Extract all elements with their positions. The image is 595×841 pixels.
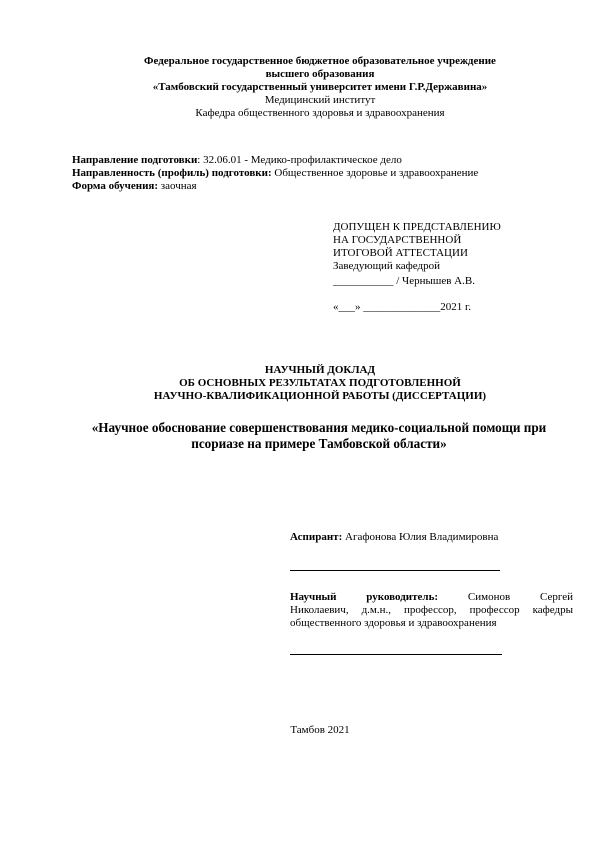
title-line-2: ОБ ОСНОВНЫХ РЕЗУЛЬТАТАХ ПОДГОТОВЛЕННОЙ xyxy=(179,377,461,389)
title-line-1: НАУЧНЫЙ ДОКЛАД xyxy=(264,364,376,376)
admission-line-3: ИТОГОВОЙ АТТЕСТАЦИИ xyxy=(333,247,468,259)
head-of-department: Заведующий кафедрой xyxy=(333,260,440,272)
form-label: Форма обучения: xyxy=(72,180,159,192)
supervisor-name-part: Симонов Сергей xyxy=(438,591,573,603)
supervisor-details: Николаевич, д.м.н., профессор, профессор кафедры общественного здоровья и здравоохранения xyxy=(290,604,573,629)
profile-line xyxy=(72,167,572,180)
institute-name: Медицинский институт xyxy=(264,94,376,106)
aspirant-signature-rule xyxy=(290,570,500,571)
topic-line-1: «Научное обоснование совершенствования медико-социальной помощи при xyxy=(91,420,547,435)
admission-line-2: НА ГОСУДАРСТВЕННОЙ xyxy=(333,234,462,246)
institution-header xyxy=(60,55,580,120)
research-topic xyxy=(66,420,572,452)
direction-label: Направление подготовки xyxy=(72,154,198,166)
institution-type: Федеральное государственное бюджетное образовательное учреждение xyxy=(144,55,496,67)
aspirant-line xyxy=(290,531,572,544)
document-title xyxy=(60,364,580,403)
admission-block xyxy=(333,221,573,314)
admission-line-1: ДОПУЩЕН К ПРЕДСТАВЛЕНИЮ xyxy=(333,221,501,233)
supervisor-first-line xyxy=(290,591,573,604)
university-name: «Тамбовский государственный университет имени Г.Р.Державина» xyxy=(152,81,488,93)
title-line-3: НАУЧНО-КВАЛИФИКАЦИОННОЙ РАБОТЫ (ДИССЕРТАЦИИ) xyxy=(153,390,487,402)
profile-label: Направленность (профиль) подготовки: xyxy=(72,167,272,179)
direction-value: : 32.06.01 - Медико-профилактическое дело xyxy=(197,154,402,166)
form-line xyxy=(72,180,572,193)
supervisor-block xyxy=(290,591,573,630)
profile-value: Общественное здоровье и здравоохранение xyxy=(271,167,479,179)
aspirant-label: Аспирант: xyxy=(290,531,343,543)
head-signature-line: ___________ / Чернышев А.В. xyxy=(333,275,475,287)
direction-line xyxy=(72,154,572,167)
city-year: Тамбов 2021 xyxy=(290,724,350,736)
topic-line-2: псориазе на примере Тамбовской области» xyxy=(191,436,447,451)
supervisor-label: Научный руководитель: xyxy=(290,591,439,603)
education-level: высшего образования xyxy=(265,68,375,80)
form-value: заочная xyxy=(158,180,197,192)
supervisor-signature-rule xyxy=(290,654,502,655)
program-info xyxy=(72,154,572,193)
department-name: Кафедра общественного здоровья и здравоохранения xyxy=(195,107,445,119)
aspirant-name: Агафонова Юлия Владимировна xyxy=(342,531,499,543)
admission-date-line: «___» ______________2021 г. xyxy=(333,301,472,313)
